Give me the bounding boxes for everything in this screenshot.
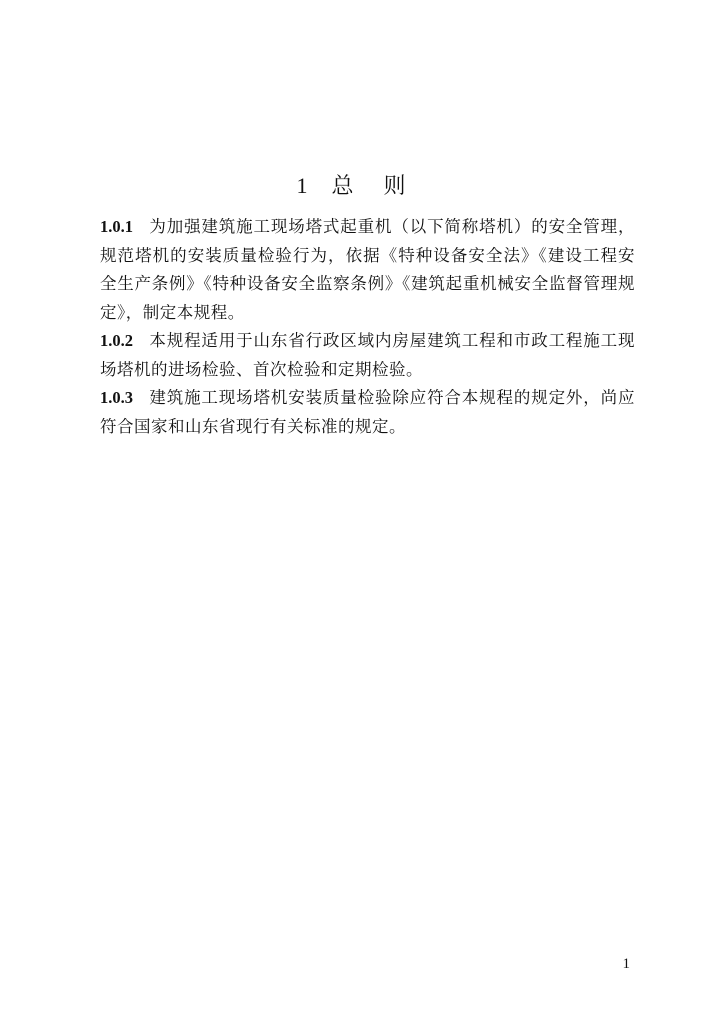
chapter-title-text: 总 则 — [331, 174, 410, 199]
clause-1-0-1 — [100, 213, 635, 327]
chapter-number: 1 — [296, 173, 312, 198]
clause-number: 1.0.2 — [100, 331, 133, 350]
clause-text: 为加强建筑施工现场塔式起重机（以下简称塔机）的安全管理，规范塔机的安装质量检验行为，依据《特种设备安全法》《建设工程安全生产条例》《特种设备安全监察条例》《建筑起重机械安全监督管理规定》，制定本规程。 — [100, 217, 635, 322]
clause-number: 1.0.1 — [100, 217, 133, 236]
clause-number: 1.0.3 — [100, 388, 133, 407]
page-number: 1 — [622, 956, 630, 972]
clause-text: 本规程适用于山东省行政区域内房屋建筑工程和市政工程施工现场塔机的进场检验、首次检验和定期检验。 — [100, 331, 635, 379]
clause-text: 建筑施工现场塔机安装质量检验除应符合本规程的规定外，尚应符合国家和山东省现行有关标准的规定。 — [100, 388, 635, 436]
clause-1-0-2 — [100, 327, 635, 384]
chapter-title — [0, 170, 706, 203]
clause-1-0-3 — [100, 384, 635, 441]
